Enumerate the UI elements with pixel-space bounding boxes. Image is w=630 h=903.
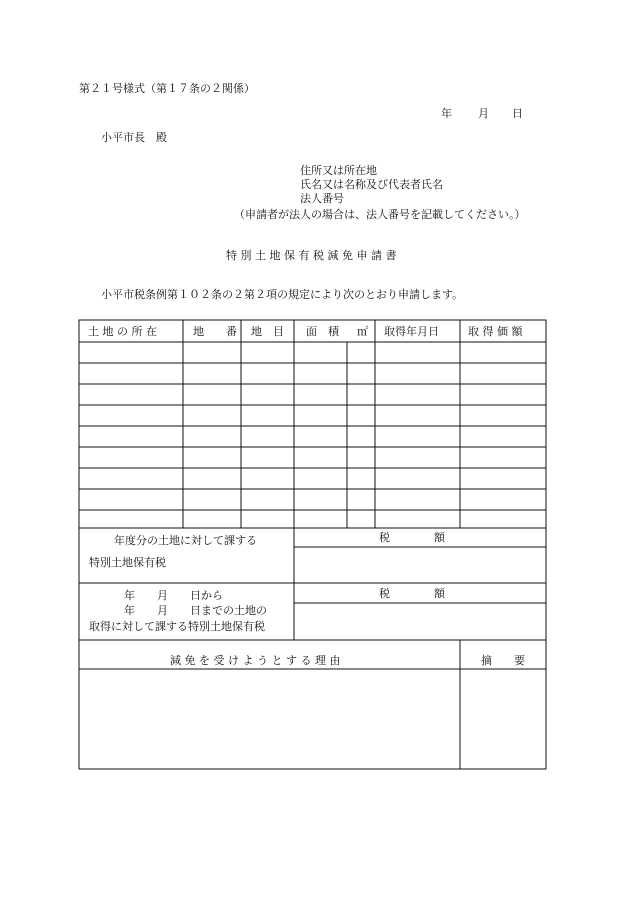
header-land-category: 地 目 [251, 325, 284, 338]
header-area-unit: ㎡ [357, 325, 368, 338]
header-lot-number: 地 番 [193, 325, 237, 338]
summary-header: 摘 要 [481, 654, 525, 667]
section2-line2: 年 月 日までの土地の [124, 604, 267, 617]
form-number: 第２１号様式（第１７条の２関係） [79, 82, 255, 95]
reason-header: 減 免 を 受 け よ う と す る 理 由 [170, 654, 341, 667]
date-year-label: 年 [441, 107, 452, 120]
section2-tax-label: 税 額 [379, 587, 445, 600]
date-day-label: 日 [512, 107, 523, 120]
date-month-label: 月 [478, 107, 489, 120]
section1-tax-label: 税 額 [379, 531, 445, 544]
header-location: 土 地 の 所 在 [88, 325, 157, 338]
section2-line3: 取得に対して課する特別土地保有税 [89, 620, 265, 633]
header-acquisition-date: 取得年月日 [384, 325, 439, 338]
section1-line1: 年度分の土地に対して課する [114, 534, 257, 547]
section2-line1: 年 月 日から [124, 589, 223, 602]
applicant-address-label: 住所又は所在地 [300, 164, 377, 177]
header-acquisition-price: 取 得 価 額 [468, 325, 523, 338]
applicant-name-label: 氏名又は名称及び代表者氏名 [300, 178, 443, 191]
intro-text: 小平市税条例第１０２条の２第２項の規定により次のとおり申請します。 [101, 288, 464, 301]
header-area: 面 積 [306, 325, 339, 338]
addressee: 小平市長 殿 [101, 131, 167, 144]
applicant-corp-number-label: 法人番号 [300, 192, 344, 205]
form-title: 特 別 土 地 保 有 税 減 免 申 請 書 [226, 249, 397, 262]
section1-line2: 特別土地保有税 [89, 556, 166, 569]
applicant-note: （申請者が法人の場合は、法人番号を記載してください。） [234, 208, 526, 221]
